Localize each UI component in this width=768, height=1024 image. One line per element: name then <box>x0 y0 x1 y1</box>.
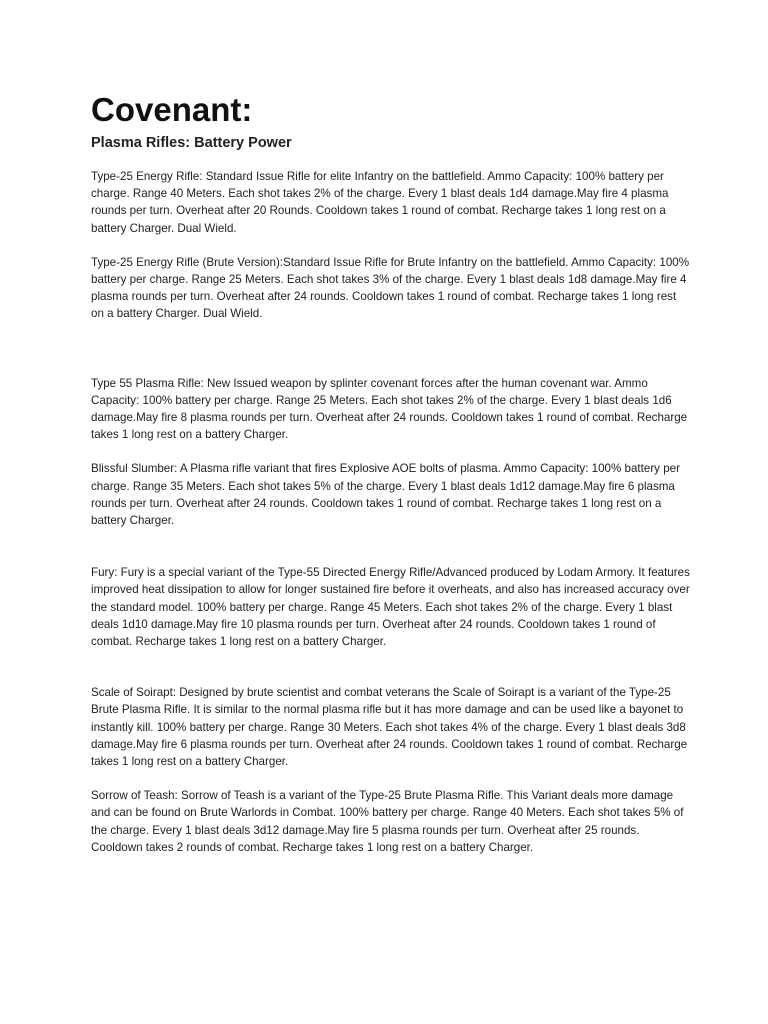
paragraph-type-25-energy-rifle: Type-25 Energy Rifle: Standard Issue Rifle for elite Infantry on the battlefield. Ammo Capacity: 100% battery per charge. Range 40 Meters. Each shot takes 2% of the charge. Every 1 blast deals 1d4 damage.May fire 4 plasma rounds per turn. Overheat after 20 Rounds. Cooldown takes 1 round of combat. Recharge takes 1 long rest on a battery Charger. Dual Wield. <box>91 170 669 235</box>
paragraph-type-55-plasma-rifle: Type 55 Plasma Rifle: New Issued weapon by splinter covenant forces after the human covenant war. Ammo Capacity: 100% battery per charge. Range 25 Meters. Each shot takes 2% of the charge. Every 1 blast deals 1d6 damage.May fire 8 plasma rounds per turn. Overheat after 24 rounds. Cooldown takes 1 round of combat. Recharge takes 1 long rest on a battery Charger. <box>91 376 688 442</box>
paragraph-fury: Fury: Fury is a special variant of the Type-55 Directed Energy Rifle/Advanced produced by Lodam Armory. It features improved heat dissipation to allow for longer sustained fire before it overheats, and also has increased accuracy over the standard model. 100% battery per charge. Range 45 Meters. Each shot takes 2% of the charge. Every 1 blast deals 1d10 damage.May fire 10 plasma rounds per turn. Overheat after 24 rounds. Cooldown takes 1 round of combat. Recharge takes 1 long rest on a battery Charger. <box>91 566 690 649</box>
paragraph-scale-of-soirapt: Scale of Soirapt: Designed by brute scientist and combat veterans the Scale of Soirapt is a variant of the Type-25 Brute Plasma Rifle. It is similar to the normal plasma rifle but it has more damage and can be used like a bayonet to instantly kill. 100% battery per charge. Range 30 Meters. Each shot takes 4% of the charge. Every 1 blast deals 3d8 damage.May fire 6 plasma rounds per turn. Overheat after 24 rounds. Cooldown takes 1 round of combat. Recharge takes 1 long rest on a battery Charger. <box>91 686 688 769</box>
paragraph-type-25-brute-version: Type-25 Energy Rifle (Brute Version):Standard Issue Rifle for Brute Infantry on the battlefield. Ammo Capacity: 100% battery per charge. Range 25 Meters. Each shot takes 3% of the charge. Every 1 blast deals 1d8 damage.May fire 4 plasma rounds per turn. Overheat after 24 rounds. Cooldown takes 1 round of combat. Recharge takes 1 long rest on a battery Charger. Dual Wield. <box>91 255 690 321</box>
paragraph-blissful-slumber: Blissful Slumber: A Plasma rifle variant that fires Explosive AOE bolts of plasma. Ammo Capacity: 100% battery per charge. Range 35 Meters. Each shot takes 5% of the charge. Every 1 blast deals 1d12 damage.May fire 6 plasma rounds per turn. Overheat after 24 rounds. Cooldown takes 1 round of combat. Recharge takes 1 long rest on a battery Charger. <box>91 462 680 528</box>
page-subtitle: Plasma Rifles: Battery Power <box>91 135 292 151</box>
page-title: Covenant: <box>91 91 253 128</box>
paragraph-sorrow-of-teash: Sorrow of Teash: Sorrow of Teash is a variant of the Type-25 Brute Plasma Rifle. This Variant deals more damage and can be found on Brute Warlords in Combat. 100% battery per charge. Range 40 Meters. Each shot takes 5% of the charge. Every 1 blast deals 3d12 damage.May fire 5 plasma rounds per turn. Overheat after 25 rounds. Cooldown takes 2 rounds of combat. Recharge takes 1 long rest on a battery Charger. <box>91 789 684 854</box>
document-body <box>91 92 691 856</box>
